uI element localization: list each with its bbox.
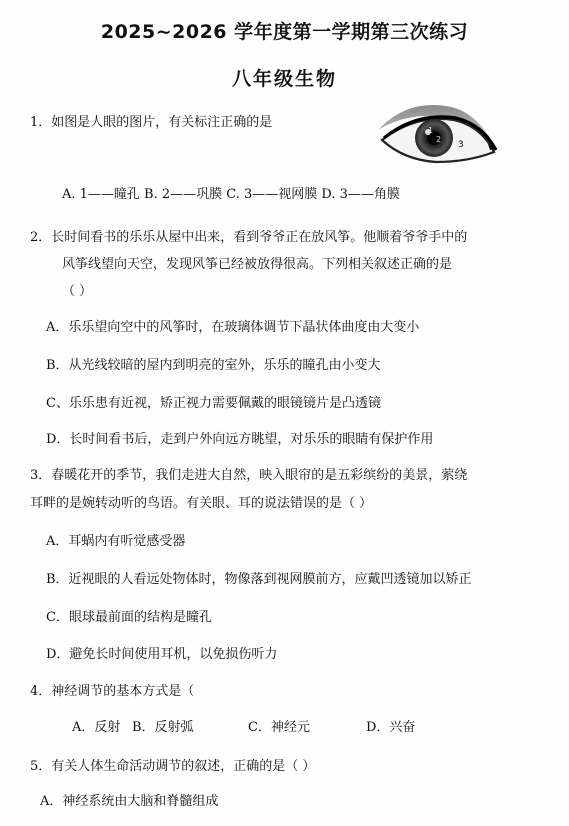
eye-label-3: 3 xyxy=(458,140,464,150)
q3-option-b: B．近视眼的人看远处物体时，物像落到视网膜前方，应戴凹透镜加以矫正 xyxy=(46,572,472,587)
q5-option-a: A．神经系统由大脑和脊髓组成 xyxy=(40,794,219,809)
q4-option-d: D．兴奋 xyxy=(366,720,416,735)
q4-stem: 4．神经调节的基本方式是（ xyxy=(30,684,195,699)
q3-stem-line1: 3．春暖花开的季节，我们走进大自然，映入眼帘的是五彩缤纷的美景，萦绕 xyxy=(30,468,468,483)
q2-option-d: D．长时间看书后，走到户外向远方眺望，对乐乐的眼睛有保护作用 xyxy=(46,432,434,447)
eye-label-2: 2 xyxy=(436,135,442,144)
q3-option-c: C．眼球最前面的结构是瞳孔 xyxy=(46,610,212,625)
q3-stem-line2: 耳畔的是婉转动听的鸟语。有关眼、耳的说法错误的是（ ） xyxy=(30,496,373,511)
exam-title: 2025~2026 学年度第一学期第三次练习 xyxy=(100,21,469,43)
q3-option-d: D．避免长时间使用耳机，以免损伤听力 xyxy=(46,647,278,662)
eye-label-1: 1 xyxy=(428,126,434,135)
q5-stem: 5．有关人体生命活动调节的叙述，正确的是（ ） xyxy=(30,759,316,774)
exam-subject: 八年级生物 xyxy=(231,68,337,90)
q4-option-a: A．反射 xyxy=(72,720,121,735)
q2-option-c: C、乐乐患有近视，矫正视力需要佩戴的眼镜镜片是凸透镜 xyxy=(46,396,381,411)
q2-stem-line2: 风筝线望向天空，发现风筝已经被放得很高。下列相关叙述正确的是 xyxy=(62,257,453,272)
eye-figure xyxy=(376,100,498,172)
q2-option-b: B．从光线较暗的屋内到明亮的室外，乐乐的瞳孔由小变大 xyxy=(46,358,381,373)
q4-option-b: B．反射弧 xyxy=(132,720,194,735)
q1-options: A. 1——瞳孔 B. 2——巩膜 C. 3——视网膜 D. 3——角膜 xyxy=(62,187,400,202)
q3-option-a: A．耳蜗内有听觉感受器 xyxy=(46,534,186,549)
q2-option-a: A．乐乐望向空中的风筝时，在玻璃体调节下晶状体曲度由大变小 xyxy=(46,320,420,335)
q2-stem-line1: 2．长时间看书的乐乐从屋中出来，看到爷爷正在放风筝。他顺着爷爷手中的 xyxy=(30,230,468,245)
q2-answer-paren: （ ） xyxy=(62,284,93,299)
q1-stem: 1．如图是人眼的图片，有关标注正确的是 xyxy=(30,115,273,130)
q4-option-c: C．神经元 xyxy=(248,720,310,735)
